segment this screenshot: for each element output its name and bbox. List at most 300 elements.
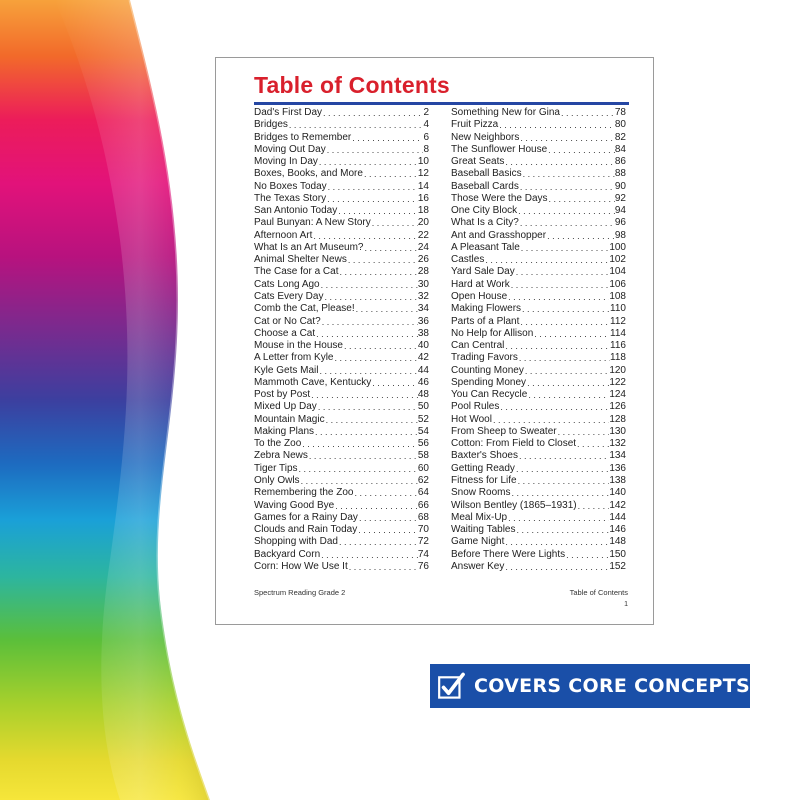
toc-entry-title: Cat or No Cat? bbox=[254, 315, 321, 327]
toc-entry-page: 138 bbox=[609, 474, 626, 486]
toc-entry-page: 148 bbox=[609, 536, 626, 548]
toc-entry bbox=[451, 156, 626, 168]
toc-dot-leader bbox=[298, 463, 418, 475]
toc-entry-title: Baseball Basics bbox=[451, 168, 522, 180]
toc-entry-page: 126 bbox=[609, 401, 626, 413]
toc-entry bbox=[451, 389, 626, 401]
toc-dot-leader bbox=[343, 340, 418, 352]
toc-entry-title: Parts of a Plant bbox=[451, 315, 520, 327]
toc-entry bbox=[451, 438, 626, 450]
toc-entry-page: 130 bbox=[609, 425, 626, 437]
toc-entry-page: 128 bbox=[609, 413, 626, 425]
toc-entry bbox=[254, 512, 429, 524]
toc-entry-page: 82 bbox=[614, 131, 626, 143]
toc-entry-title: Something New for Gina bbox=[451, 107, 560, 118]
toc-dot-leader bbox=[527, 389, 609, 401]
toc-entry bbox=[451, 205, 626, 217]
toc-entry-title: Fitness for Life bbox=[451, 474, 517, 486]
toc-entry-page: 36 bbox=[417, 315, 429, 327]
footer-book-title: Spectrum Reading Grade 2 bbox=[254, 588, 346, 597]
toc-entry-title: Game Night bbox=[451, 536, 505, 548]
toc-entry-page: 114 bbox=[610, 327, 626, 339]
toc-dot-leader bbox=[533, 328, 610, 340]
toc-entry-page: 40 bbox=[417, 340, 429, 352]
toc-dot-leader bbox=[322, 107, 423, 119]
toc-dot-leader bbox=[320, 279, 418, 291]
toc-entry-title: Boxes, Books, and More bbox=[254, 168, 363, 180]
toc-entry-title: Mammoth Cave, Kentucky bbox=[254, 376, 372, 388]
toc-dot-leader bbox=[546, 230, 615, 242]
toc-dot-leader bbox=[526, 377, 609, 389]
toc-entry-page: 144 bbox=[609, 511, 626, 523]
covers-core-concepts-badge bbox=[430, 664, 750, 708]
toc-entry bbox=[254, 500, 429, 512]
toc-entry-page: 84 bbox=[614, 143, 626, 155]
toc-entry bbox=[254, 561, 429, 573]
title-underline bbox=[254, 102, 629, 105]
toc-entry-page: 44 bbox=[417, 364, 429, 376]
toc-entry-page: 46 bbox=[417, 376, 429, 388]
toc-entry-title: Clouds and Rain Today bbox=[254, 524, 358, 536]
toc-entry bbox=[254, 389, 429, 401]
toc-entry bbox=[254, 352, 429, 364]
toc-entry-title: Dad's First Day bbox=[254, 107, 323, 118]
toc-entry-page: 142 bbox=[609, 499, 626, 511]
toc-entry-title: Snow Rooms bbox=[451, 487, 511, 499]
toc-dot-leader bbox=[504, 156, 615, 168]
toc-entry-title: Cats Long Ago bbox=[254, 278, 320, 290]
toc-dot-leader bbox=[504, 561, 609, 573]
toc-entry bbox=[451, 352, 626, 364]
toc-entry-title: Castles bbox=[451, 254, 485, 266]
toc-dot-leader bbox=[510, 279, 610, 291]
toc-entry bbox=[451, 119, 626, 131]
toc-entry bbox=[451, 549, 626, 561]
toc-entry-title: The Sunflower House bbox=[451, 143, 548, 155]
toc-entry-page: 2 bbox=[423, 107, 429, 118]
toc-entry bbox=[254, 291, 429, 303]
toc-entry-title: Shopping with Dad bbox=[254, 536, 338, 548]
toc-dot-leader bbox=[318, 156, 418, 168]
toc-dot-leader bbox=[333, 352, 417, 364]
toc-entry-page: 26 bbox=[417, 254, 429, 266]
toc-dot-leader bbox=[371, 217, 418, 229]
toc-dot-leader bbox=[517, 475, 610, 487]
toc-entry bbox=[451, 181, 626, 193]
toc-entry bbox=[451, 316, 626, 328]
toc-dot-leader bbox=[318, 365, 417, 377]
toc-entry-title: Bridges bbox=[254, 119, 288, 131]
toc-entry bbox=[254, 475, 429, 487]
toc-entry-title: What Is a City? bbox=[451, 217, 519, 229]
toc-entry-page: 6 bbox=[423, 131, 429, 143]
toc-entry bbox=[451, 230, 626, 242]
toc-right-column bbox=[451, 107, 626, 573]
toc-entry-page: 48 bbox=[417, 389, 429, 401]
toc-entry bbox=[451, 266, 626, 278]
toc-entry bbox=[451, 144, 626, 156]
toc-entry-title: Answer Key bbox=[451, 560, 505, 572]
toc-entry-page: 50 bbox=[417, 401, 429, 413]
toc-entry bbox=[254, 450, 429, 462]
toc-entry-page: 54 bbox=[417, 425, 429, 437]
toc-entry-page: 38 bbox=[417, 327, 429, 339]
toc-entry-title: Baseball Cards bbox=[451, 180, 519, 192]
toc-entry bbox=[451, 401, 626, 413]
toc-dot-leader bbox=[547, 144, 615, 156]
toc-entry-page: 108 bbox=[609, 290, 626, 302]
toc-entry bbox=[451, 536, 626, 548]
toc-entry-page: 70 bbox=[417, 524, 429, 536]
toc-entry bbox=[451, 450, 626, 462]
toc-entry-page: 16 bbox=[417, 192, 429, 204]
toc-entry-title: Tiger Tips bbox=[254, 462, 298, 474]
toc-dot-leader bbox=[515, 266, 610, 278]
toc-entry bbox=[451, 242, 626, 254]
toc-dot-leader bbox=[338, 266, 417, 278]
toc-entry-title: Can Central bbox=[451, 340, 505, 352]
toc-entry-title: Waiting Tables bbox=[451, 524, 516, 536]
toc-entry-page: 14 bbox=[417, 180, 429, 192]
toc-entry bbox=[254, 279, 429, 291]
toc-dot-leader bbox=[577, 500, 610, 512]
toc-entry-page: 66 bbox=[417, 499, 429, 511]
toc-dot-leader bbox=[310, 389, 418, 401]
toc-entry-title: Paul Bunyan: A New Story bbox=[254, 217, 371, 229]
toc-entry-title: You Can Recycle bbox=[451, 389, 528, 401]
toc-dot-leader bbox=[510, 487, 609, 499]
toc-entry bbox=[254, 217, 429, 229]
toc-entry-page: 56 bbox=[417, 438, 429, 450]
toc-entry-page: 78 bbox=[614, 107, 626, 118]
toc-entry bbox=[451, 414, 626, 426]
toc-dot-leader bbox=[301, 438, 418, 450]
page-title: Table of Contents bbox=[254, 72, 450, 98]
toc-entry bbox=[254, 181, 429, 193]
toc-entry bbox=[254, 316, 429, 328]
toc-entry-title: Hard at Work bbox=[451, 278, 510, 290]
toc-entry-page: 24 bbox=[417, 241, 429, 253]
toc-dot-leader bbox=[521, 303, 610, 315]
toc-entry bbox=[254, 487, 429, 499]
toc-entry bbox=[254, 401, 429, 413]
toc-entry-page: 150 bbox=[609, 548, 626, 560]
toc-dot-leader bbox=[326, 144, 424, 156]
toc-dot-leader bbox=[576, 438, 609, 450]
toc-entry-page: 92 bbox=[614, 192, 626, 204]
toc-entry-title: Cotton: From Field to Closet bbox=[451, 438, 577, 450]
toc-entry bbox=[254, 303, 429, 315]
toc-dot-leader bbox=[355, 303, 418, 315]
toc-entry-title: Making Flowers bbox=[451, 303, 522, 315]
toc-entry-title: Backyard Corn bbox=[254, 548, 321, 560]
toc-entry-page: 152 bbox=[609, 560, 626, 572]
toc-dot-leader bbox=[557, 426, 610, 438]
toc-entry-title: Games for a Rainy Day bbox=[254, 511, 358, 523]
toc-entry-title: A Pleasant Tale bbox=[451, 241, 520, 253]
toc-dot-leader bbox=[499, 401, 609, 413]
toc-entry bbox=[254, 168, 429, 180]
toc-entry-title: Bridges to Remember bbox=[254, 131, 352, 143]
toc-entry-title: New Neighbors bbox=[451, 131, 520, 143]
toc-entry-page: 98 bbox=[614, 229, 626, 241]
toc-dot-leader bbox=[507, 291, 609, 303]
toc-dot-leader bbox=[314, 426, 418, 438]
toc-entry bbox=[451, 254, 626, 266]
toc-dot-leader bbox=[492, 414, 609, 426]
toc-dot-leader bbox=[351, 132, 423, 144]
toc-entry bbox=[254, 340, 429, 352]
toc-entry bbox=[451, 500, 626, 512]
checkbox-check-icon bbox=[437, 666, 466, 706]
toc-entry-page: 60 bbox=[417, 462, 429, 474]
toc-entry-page: 110 bbox=[610, 303, 626, 315]
toc-entry bbox=[254, 377, 429, 389]
toc-entry-page: 28 bbox=[417, 266, 429, 278]
toc-dot-leader bbox=[323, 291, 417, 303]
toc-entry-title: Cats Every Day bbox=[254, 290, 324, 302]
toc-left-column bbox=[254, 107, 429, 573]
toc-entry-page: 52 bbox=[417, 413, 429, 425]
table-of-contents-page bbox=[215, 57, 654, 625]
toc-entry-page: 122 bbox=[609, 376, 626, 388]
toc-entry-title: Great Seats bbox=[451, 156, 505, 168]
toc-entry bbox=[451, 377, 626, 389]
toc-dot-leader bbox=[288, 119, 424, 131]
toc-entry-title: Mountain Magic bbox=[254, 413, 325, 425]
toc-entry-title: Mixed Up Day bbox=[254, 401, 317, 413]
toc-entry bbox=[254, 156, 429, 168]
toc-entry-title: No Boxes Today bbox=[254, 180, 327, 192]
toc-entry bbox=[254, 132, 429, 144]
toc-entry-title: Remembering the Zoo bbox=[254, 487, 354, 499]
toc-dot-leader bbox=[524, 365, 609, 377]
toc-dot-leader bbox=[300, 475, 418, 487]
toc-entry-title: No Help for Allison bbox=[451, 327, 534, 339]
toc-dot-leader bbox=[548, 193, 615, 205]
toc-dot-leader bbox=[334, 500, 418, 512]
toc-entry-title: Trading Favors bbox=[451, 352, 518, 364]
toc-entry-title: The Case for a Cat bbox=[254, 266, 339, 278]
toc-entry bbox=[451, 107, 626, 119]
toc-entry-title: The Texas Story bbox=[254, 192, 327, 204]
toc-entry-title: Corn: How We Use It bbox=[254, 560, 348, 572]
toc-dot-leader bbox=[565, 549, 609, 561]
toc-entry bbox=[451, 463, 626, 475]
toc-entry-page: 94 bbox=[614, 205, 626, 217]
toc-dot-leader bbox=[321, 316, 418, 328]
toc-entry bbox=[451, 475, 626, 487]
toc-dot-leader bbox=[327, 181, 418, 193]
toc-entry-title: One City Block bbox=[451, 205, 518, 217]
toc-entry-page: 104 bbox=[609, 266, 626, 278]
toc-entry bbox=[254, 438, 429, 450]
toc-entry bbox=[254, 193, 429, 205]
toc-entry-title: Only Owls bbox=[254, 474, 300, 486]
toc-entry bbox=[451, 561, 626, 573]
page-number: 1 bbox=[624, 601, 628, 608]
toc-entry bbox=[254, 144, 429, 156]
toc-dot-leader bbox=[371, 377, 418, 389]
toc-entry-page: 86 bbox=[614, 156, 626, 168]
toc-entry-page: 116 bbox=[610, 340, 626, 352]
toc-entry-page: 100 bbox=[609, 241, 626, 253]
toc-entry bbox=[451, 524, 626, 536]
toc-entry-title: Zebra News bbox=[254, 450, 308, 462]
toc-entry-title: Hot Wool bbox=[451, 413, 492, 425]
toc-entry-page: 146 bbox=[609, 524, 626, 536]
toc-dot-leader bbox=[484, 254, 609, 266]
toc-dot-leader bbox=[518, 352, 610, 364]
toc-entry-title: Counting Money bbox=[451, 364, 524, 376]
toc-entry bbox=[451, 291, 626, 303]
toc-entry bbox=[451, 168, 626, 180]
toc-dot-leader bbox=[357, 524, 418, 536]
toc-entry-page: 8 bbox=[423, 143, 429, 155]
toc-entry bbox=[451, 512, 626, 524]
toc-entry-page: 10 bbox=[417, 156, 429, 168]
toc-dot-leader bbox=[337, 205, 418, 217]
toc-entry-title: Pool Rules bbox=[451, 401, 500, 413]
toc-entry-title: Baxter's Shoes bbox=[451, 450, 518, 462]
toc-dot-leader bbox=[522, 168, 615, 180]
toc-dot-leader bbox=[320, 549, 418, 561]
toc-entry bbox=[254, 426, 429, 438]
toc-entry-page: 32 bbox=[417, 290, 429, 302]
toc-entry-page: 30 bbox=[417, 278, 429, 290]
toc-entry bbox=[254, 365, 429, 377]
toc-dot-leader bbox=[519, 181, 615, 193]
toc-dot-leader bbox=[363, 168, 418, 180]
toc-dot-leader bbox=[519, 316, 610, 328]
toc-dot-leader bbox=[325, 414, 418, 426]
toc-entry bbox=[451, 328, 626, 340]
toc-entry bbox=[451, 487, 626, 499]
toc-entry-title: Moving Out Day bbox=[254, 143, 326, 155]
toc-dot-leader bbox=[560, 107, 615, 119]
toc-entry bbox=[254, 266, 429, 278]
toc-entry bbox=[254, 549, 429, 561]
footer-section-title: Table of Contents bbox=[569, 588, 628, 597]
toc-entry-page: 22 bbox=[417, 229, 429, 241]
toc-entry-page: 72 bbox=[417, 536, 429, 548]
toc-entry bbox=[451, 132, 626, 144]
toc-dot-leader bbox=[518, 450, 609, 462]
toc-entry-page: 118 bbox=[610, 352, 626, 364]
toc-entry-page: 62 bbox=[417, 474, 429, 486]
toc-entry bbox=[254, 328, 429, 340]
toc-entry bbox=[254, 254, 429, 266]
toc-dot-leader bbox=[517, 205, 615, 217]
toc-dot-leader bbox=[520, 242, 610, 254]
toc-entry-title: Fruit Pizza bbox=[451, 119, 499, 131]
toc-dot-leader bbox=[348, 561, 418, 573]
toc-entry bbox=[254, 463, 429, 475]
toc-entry bbox=[451, 217, 626, 229]
toc-entry-title: Post by Post bbox=[254, 389, 311, 401]
toc-dot-leader bbox=[315, 328, 418, 340]
toc-entry-page: 76 bbox=[417, 560, 429, 572]
toc-entry-title: From Sheep to Sweater bbox=[451, 425, 557, 437]
toc-entry-page: 42 bbox=[417, 352, 429, 364]
toc-entry-page: 20 bbox=[417, 217, 429, 229]
toc-entry-page: 106 bbox=[609, 278, 626, 290]
toc-entry-page: 88 bbox=[614, 168, 626, 180]
toc-entry-page: 90 bbox=[614, 180, 626, 192]
toc-entry-page: 134 bbox=[609, 450, 626, 462]
toc-entry-title: Those Were the Days bbox=[451, 192, 548, 204]
toc-entry-page: 64 bbox=[417, 487, 429, 499]
toc-entry-title: San Antonio Today bbox=[254, 205, 338, 217]
toc-entry-title: Open House bbox=[451, 290, 508, 302]
toc-entry-title: Waving Good Bye bbox=[254, 499, 335, 511]
toc-entry bbox=[254, 536, 429, 548]
toc-entry bbox=[451, 303, 626, 315]
toc-dot-leader bbox=[519, 217, 615, 229]
toc-entry-title: To the Zoo bbox=[254, 438, 302, 450]
toc-entry-page: 58 bbox=[417, 450, 429, 462]
toc-entry-page: 18 bbox=[417, 205, 429, 217]
toc-dot-leader bbox=[519, 132, 615, 144]
toc-entry-title: Mouse in the House bbox=[254, 340, 343, 352]
toc-entry-title: Spending Money bbox=[451, 376, 527, 388]
toc-entry-title: Getting Ready bbox=[451, 462, 515, 474]
toc-dot-leader bbox=[312, 230, 418, 242]
toc-entry-title: Animal Shelter News bbox=[254, 254, 347, 266]
toc-dot-leader bbox=[326, 193, 418, 205]
toc-dot-leader bbox=[347, 254, 418, 266]
toc-dot-leader bbox=[308, 450, 418, 462]
toc-entry-page: 140 bbox=[609, 487, 626, 499]
toc-entry-page: 124 bbox=[609, 389, 626, 401]
toc-entry bbox=[451, 340, 626, 352]
toc-entry-title: Before There Were Lights bbox=[451, 548, 566, 560]
toc-entry-title: Wilson Bentley (1865–1931) bbox=[451, 499, 577, 511]
toc-entry-title: Ant and Grasshopper bbox=[451, 229, 547, 241]
toc-entry bbox=[254, 230, 429, 242]
badge-text: COVERS CORE CONCEPTS bbox=[473, 675, 750, 697]
toc-entry-title: Kyle Gets Mail bbox=[254, 364, 319, 376]
toc-entry-page: 136 bbox=[609, 462, 626, 474]
toc-dot-leader bbox=[358, 512, 418, 524]
toc-entry-title: Yard Sale Day bbox=[451, 266, 515, 278]
toc-entry-page: 12 bbox=[417, 168, 429, 180]
toc-entry bbox=[254, 242, 429, 254]
toc-entry bbox=[451, 279, 626, 291]
toc-entry-page: 4 bbox=[423, 119, 429, 131]
toc-dot-leader bbox=[504, 340, 610, 352]
toc-entry-page: 68 bbox=[417, 511, 429, 523]
toc-entry bbox=[451, 365, 626, 377]
toc-dot-leader bbox=[364, 242, 418, 254]
toc-dot-leader bbox=[515, 463, 609, 475]
toc-entry-page: 102 bbox=[609, 254, 626, 266]
toc-entry-title: Comb the Cat, Please! bbox=[254, 303, 355, 315]
toc-entry bbox=[254, 205, 429, 217]
toc-entry-title: Making Plans bbox=[254, 425, 315, 437]
toc-entry-page: 96 bbox=[614, 217, 626, 229]
toc-entry-page: 120 bbox=[609, 364, 626, 376]
toc-entry bbox=[254, 119, 429, 131]
toc-dot-leader bbox=[498, 119, 615, 131]
toc-entry-title: Moving In Day bbox=[254, 156, 318, 168]
toc-entry-title: Meal Mix-Up bbox=[451, 511, 508, 523]
toc-entry-page: 132 bbox=[609, 438, 626, 450]
toc-entry bbox=[451, 426, 626, 438]
toc-entry bbox=[254, 107, 429, 119]
toc-entry-title: Afternoon Art bbox=[254, 229, 313, 241]
toc-entry bbox=[254, 524, 429, 536]
